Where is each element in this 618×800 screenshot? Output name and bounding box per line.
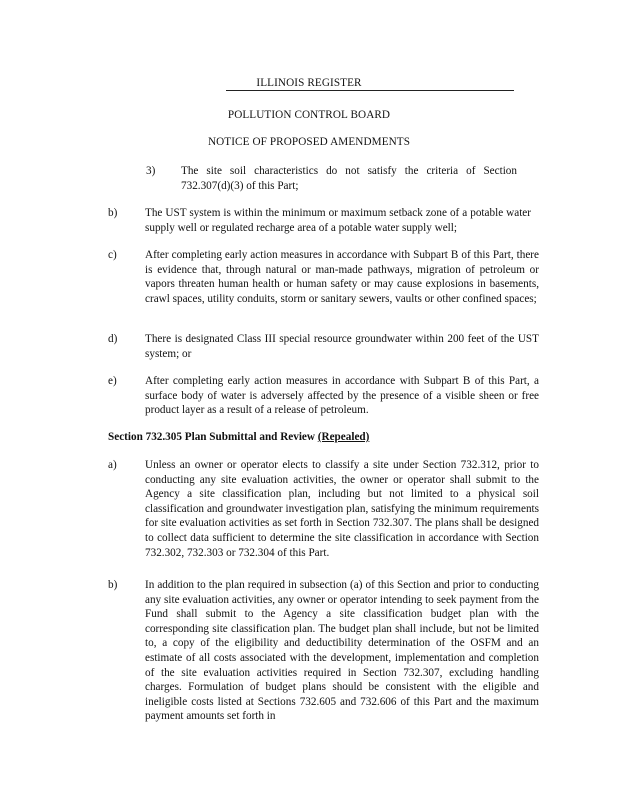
board-header: POLLUTION CONTROL BOARD [227,109,391,121]
item-label: e) [108,375,117,387]
register-header: ILLINOIS REGISTER [256,77,362,89]
item-label: b) [108,207,118,219]
section-heading [108,430,369,445]
item-label: a) [108,459,117,471]
item-text: In addition to the plan required in subsection (a) of this Section and prior to conducting any site evaluation activities, any owner or operator intending to seek payment from the Fund shall submit to the Agency a site classification budget plan with the corresponding site classification plan. The budget plan shall include, but not be limited to, a copy of the eligibility and deductibility determination of the OSFM and an estimate of all costs associated with the development, implementation and completion of the site evaluation activities required in Section 732.307, excluding handling charges. Formulation of budget plans should be consistent with the eligible and ineligible costs listed at Sections 732.605 and 732.606 of this Part and the maximum payment amounts set forth in [145,579,539,723]
item-text: After completing early action measures in accordance with Subpart B of this Part, a surface body of water is adversely affected by the presence of a visible sheen or free product layer as a result of a release of petroleum. [145,375,539,417]
notice-header: NOTICE OF PROPOSED AMENDMENTS [207,136,411,148]
item-label: 3) [146,165,156,177]
item-text: The site soil characteristics do not satisfy the criteria of Section 732.307(d)(3) of this Part; [181,165,517,192]
item-label: c) [108,249,117,261]
item-text: There is designated Class III special resource groundwater within 200 feet of the UST system; or [145,333,539,360]
header-rule [226,90,514,91]
section-title: Section 732.305 Plan Submittal and Review [108,431,315,443]
item-label: d) [108,333,118,345]
item-text: Unless an owner or operator elects to classify a site under Section 732.312, prior to conducting any site evaluation activities, the owner or operator shall submit to the Agency a site classification plan, including but not limited to a physical soil classification and groundwater investigation plan, satisfying the minimum requirements for site evaluation activities as set forth in Section 732.307. The plans shall be designed to collect data sufficient to determine the site classification in accordance with Section 732.302, 732.303 or 732.304 of this Part. [145,459,539,559]
repealed-tag: (Repealed) [317,431,370,443]
item-text: The UST system is within the minimum or maximum setback zone of a potable water supply well or regulated recharge area of a potable water supply well; [145,207,531,234]
item-label: b) [108,579,118,591]
item-text: After completing early action measures in accordance with Subpart B of this Part, there is evidence that, through natural or man-made pathways, migration of petroleum or vapors threaten human health or human safety or may cause explosions in basements, crawl spaces, utility conduits, storm or sanitary sewers, vaults or other confined spaces; [145,249,539,305]
